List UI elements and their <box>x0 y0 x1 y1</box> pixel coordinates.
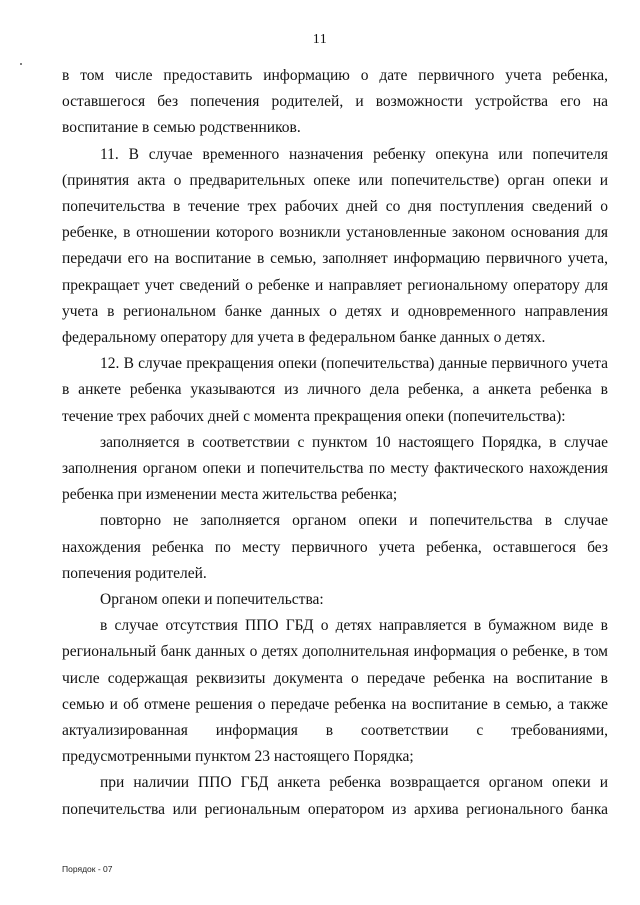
paragraph-7: в случае отсутствия ППО ГБД о детях направляется в бумажном виде в региональный банк данных о детях дополнительная информация о ребенке, в том числе содержащая реквизиты документа о передаче ребенка на воспитание в семью и об отмене решения о передаче ребенка на воспитание в семью, а также актуализированная информация в соответствии с требованиями, предусмотренными пунктом 23 настоящего Порядка; <box>62 617 608 766</box>
paragraph-4: заполняется в соответствии с пунктом 10 настоящего Порядка, в случае заполнения органом опеки и попечительства по месту фактического нахождения ребенка при изменении места жительства ребенка; <box>62 433 608 504</box>
paragraph-1: в том числе предоставить информацию о дате первичного учета ребенка, оставшегося без попечения родителей, и возможности устройства его на воспитание в семью родственников. <box>62 67 608 137</box>
paragraph-6: Органом опеки и попечительства: <box>100 591 324 609</box>
document-body <box>62 63 608 823</box>
paragraph-3: 12. В случае прекращения опеки (попечительства) данные первичного учета в анкете ребенка указываются из личного дела ребенка, а анкета ребенка в течение трех рабочих дней с момента прекращения опеки (попечительства): <box>62 355 608 425</box>
page-number: 11 <box>312 32 328 47</box>
paragraph-2: 11. В случае временного назначения ребенку опекуна или попечителя (принятия акта о предварительных опеке или попечительстве) орган опеки и попечительства в течение трех рабочих дней со дня поступления сведений о ребенке, в отношении которого возникли установленные законом основания для передачи его на воспитание в семью, заполняет информацию первичного учета, прекращает учет сведений о ребенке и направляет региональному оператору для учета в региональном банке данных о детях и одновременного направления федеральному оператору для учета в федеральном банке данных о детях. <box>62 145 608 347</box>
scan-speck <box>20 63 22 65</box>
paragraph-8: при наличии ППО ГБД анкета ребенка возвращается органом опеки и попечительства или региональным оператором из архива регионального банка <box>62 774 608 818</box>
paragraph-5: повторно не заполняется органом опеки и попечительства в случае нахождения ребенка по месту первичного учета ребенка, оставшегося без попечения родителей. <box>62 512 608 582</box>
footer-document-code: Порядок - 07 <box>62 864 113 874</box>
